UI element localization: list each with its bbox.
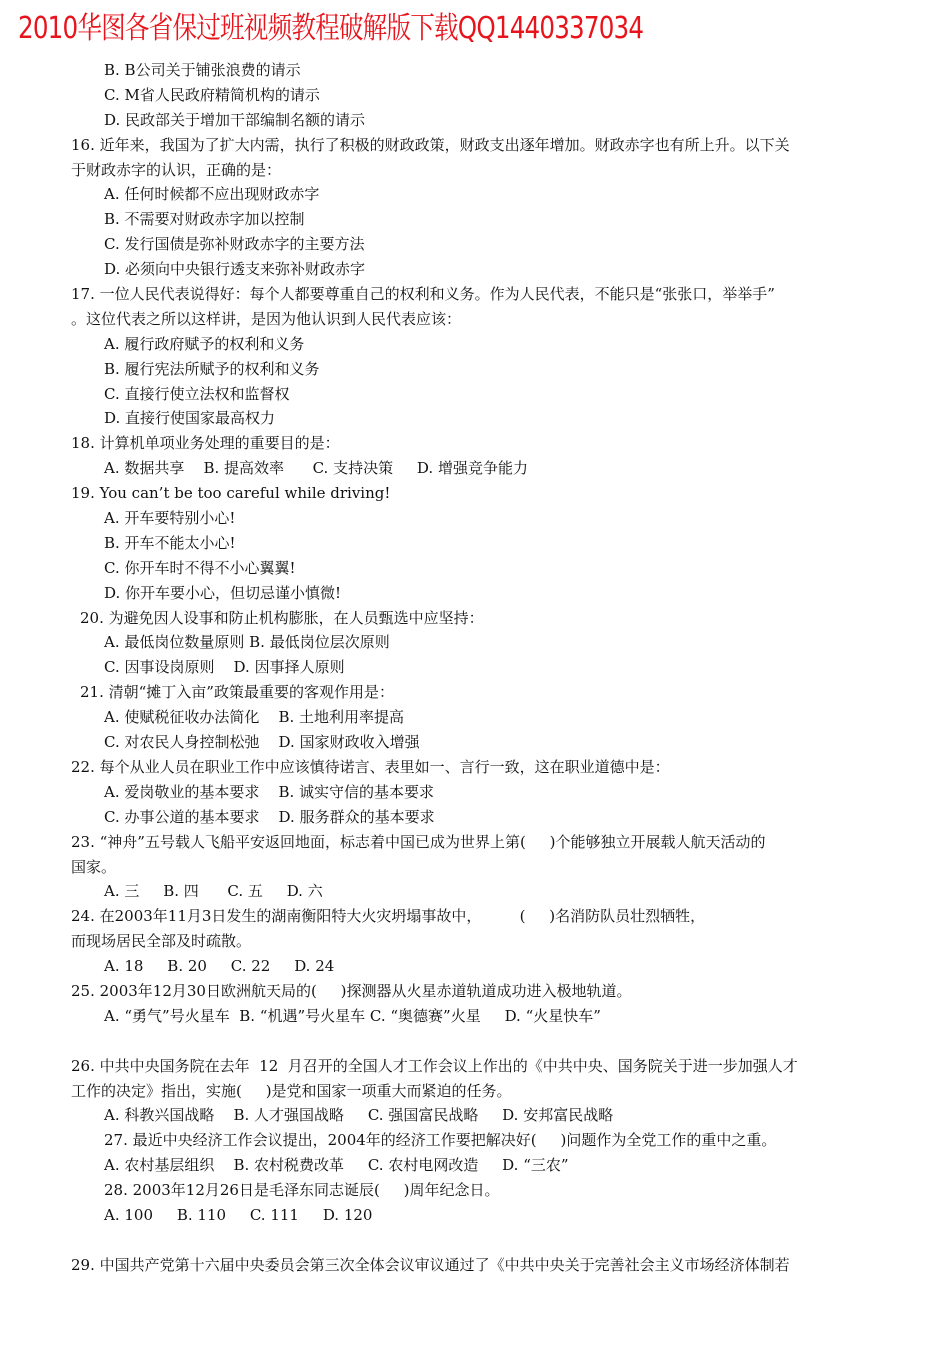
option-line: D. 你开车要小心，但切忌谨小慎微! [104, 583, 342, 602]
question-line: 29. 中国共产党第十六届中央委员会第三次全体会议审议通过了《中共中央关于完善社会主义市场经济体制若 [71, 1255, 790, 1274]
option-line: A. “勇气”号火星车 B. “机遇”号火星车 C. “奥德赛”火星 D. “火星快车” [104, 1006, 601, 1025]
option-line: C. 你开车时不得不小心翼翼! [104, 558, 296, 577]
document-body [0, 58, 950, 1278]
option-line: C. 直接行使立法权和监督权 [104, 384, 290, 403]
question-line: 于财政赤字的认识，正确的是： [71, 160, 282, 179]
option-line: C. 因事设岗原则 D. 因事择人原则 [104, 658, 345, 677]
question-line: 23. “神舟”五号载人飞船平安返回地面，标志着中国已成为世界上第( )个能够独立开展载人航天活动的 [71, 832, 766, 851]
option-line: D. 直接行使国家最高权力 [104, 409, 276, 428]
question-line: 20. 为避免因人设事和防止机构膨胀，在人员甄选中应坚持： [80, 608, 484, 627]
option-line: B. 开车不能太小心! [104, 533, 236, 552]
question-line: 25. 2003年12月30日欧洲航天局的( )探测器从火星赤道轨道成功进入极地轨道。 [71, 981, 632, 1000]
question-line: 21. 清朝“摊丁入亩”政策最重要的客观作用是： [80, 683, 394, 702]
watermark-banner: 2010华图各省保过班视频教程破解版下载QQ1440337034 [18, 11, 644, 46]
option-line: C. 办事公道的基本要求 D. 服务群众的基本要求 [104, 807, 435, 826]
option-line: B. 履行宪法所赋予的权利和义务 [104, 359, 320, 378]
option-line: D. 必须向中央银行透支来弥补财政赤字 [104, 260, 366, 279]
question-line: 16. 近年来，我国为了扩大内需，执行了积极的财政政策，财政支出逐年增加。财政赤字也有所上升。以下关 [71, 135, 790, 154]
option-line: C. M省人民政府精简机构的请示 [104, 85, 320, 104]
question-line: 22. 每个从业人员在职业工作中应该慎待诺言、表里如一、言行一致，这在职业道德中是： [71, 757, 670, 776]
option-line: A. 数据共享 B. 提高效率 C. 支持决策 D. 增强竞争能力 [104, 459, 528, 478]
option-line: A. 爱岗敬业的基本要求 B. 诚实守信的基本要求 [104, 782, 435, 801]
option-line: D. 民政部关于增加干部编制名额的请示 [104, 110, 366, 129]
option-line: A. 任何时候都不应出现财政赤字 [104, 185, 320, 204]
question-line: 而现场居民全部及时疏散。 [71, 932, 252, 951]
option-line: A. 三 B. 四 C. 五 D. 六 [104, 882, 323, 901]
question-line: 。这位代表之所以这样讲，是因为他认识到人民代表应该： [71, 309, 462, 328]
question-line: 19. You can’t be too careful while driving! [71, 484, 391, 503]
option-line: A. 使赋税征收办法简化 B. 土地利用率提高 [104, 708, 405, 727]
option-line: A. 100 B. 110 C. 111 D. 120 [104, 1205, 373, 1224]
option-line: A. 履行政府赋予的权利和义务 [104, 334, 305, 353]
option-line: B. 不需要对财政赤字加以控制 [104, 210, 305, 229]
question-line: 17. 一位人民代表说得好：每个人都要尊重自己的权利和义务。作为人民代表，不能只是“张张口，举举手” [71, 285, 775, 304]
question-line: 24. 在2003年11月3日发生的湖南衡阳特大火灾坍塌事故中， ( )名消防队员壮烈牺牲， [71, 907, 706, 926]
blank-line [0, 1029, 950, 1054]
option-line: A. 最低岗位数量原则 B. 最低岗位层次原则 [104, 633, 390, 652]
option-line: A. 农村基层组织 B. 农村税费改革 C. 农村电网改造 D. “三农” [104, 1156, 569, 1175]
option-line: 27. 最近中央经济工作会议提出，2004年的经济工作要把解决好( )问题作为全党工作的重中之重。 [104, 1131, 777, 1150]
option-line: C. 发行国债是弥补财政赤字的主要方法 [104, 235, 365, 254]
question-line: 工作的决定》指出，实施( )是党和国家一项重大而紧迫的任务。 [71, 1081, 512, 1100]
question-line: 26. 中共中央国务院在去年 12 月召开的全国人才工作会议上作出的《中共中央、国务院关于进一步加强人才 [71, 1056, 798, 1075]
option-line: 28. 2003年12月26日是毛泽东同志诞辰( )周年纪念日。 [104, 1181, 500, 1200]
option-line: A. 开车要特别小心! [104, 509, 236, 528]
option-line: A. 科教兴国战略 B. 人才强国战略 C. 强国富民战略 D. 安邦富民战略 [104, 1106, 614, 1125]
option-line: C. 对农民人身控制松弛 D. 国家财政收入增强 [104, 733, 420, 752]
blank-line [0, 1228, 950, 1253]
question-line: 18. 计算机单项业务处理的重要目的是： [71, 434, 340, 453]
question-line: 国家。 [71, 857, 117, 876]
option-line: B. B公司关于铺张浪费的请示 [104, 61, 301, 79]
option-line: A. 18 B. 20 C. 22 D. 24 [104, 957, 335, 976]
